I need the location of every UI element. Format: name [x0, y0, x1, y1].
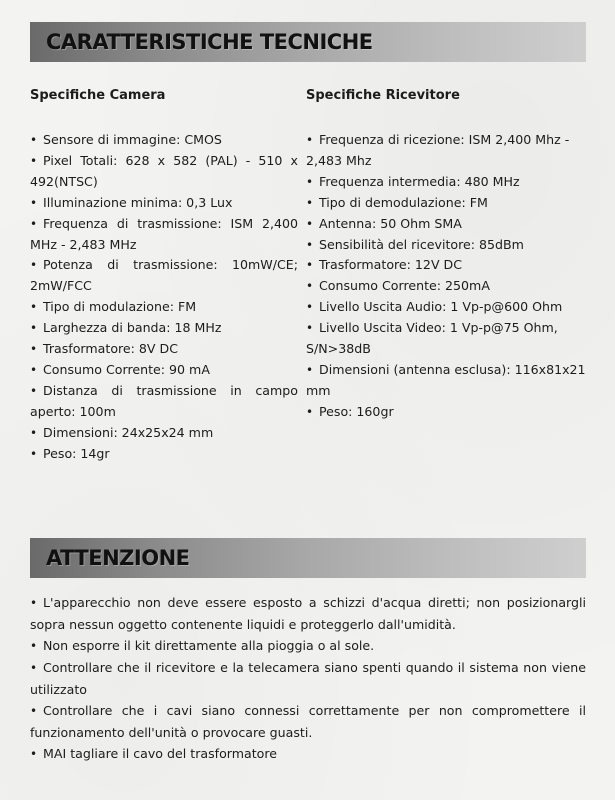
section-banner-warning: [30, 538, 586, 578]
bullet-icon: •: [30, 446, 38, 461]
bullet-icon: •: [30, 133, 38, 147]
list-item: • MAI tagliare il cavo del trasformatore: [30, 743, 586, 765]
bullet-icon: •: [30, 153, 38, 168]
warning-list-container: [30, 592, 586, 765]
list-item: • Non esporre il kit direttamente alla pioggia o al sole.: [30, 635, 586, 657]
list-item: • Antenna: 50 Ohm SMA: [306, 214, 586, 235]
bullet-icon: •: [306, 133, 314, 147]
list-item: • Frequenza intermedia: 480 MHz: [306, 172, 586, 193]
list-item: • Trasformatore: 12V DC: [306, 255, 586, 276]
bullet-icon: •: [306, 216, 314, 231]
bullet-icon: •: [30, 216, 38, 231]
list-item: • Dimensioni (antenna esclusa): 116x81x21 mm: [306, 361, 586, 398]
list-item: • Sensore di immagine: CMOS: [30, 130, 298, 151]
list-item: • Potenza di trasmissione: 10mW/CE; 2mW/FCC: [30, 257, 298, 294]
warning-list: [30, 592, 586, 765]
bullet-icon: •: [306, 362, 314, 377]
list-item: • Distanza di trasmissione in campo aperto: 100m: [30, 382, 298, 419]
bullet-icon: •: [306, 237, 314, 252]
list-item: • Sensibilità del ricevitore: 85dBm: [306, 235, 586, 256]
list-item: • Controllare che i cavi siano connessi correttamente per non compromettere il funzionamento dell'unità o provocare guasti.: [30, 703, 586, 740]
bullet-icon: •: [306, 321, 314, 336]
camera-specs-column: [30, 88, 298, 465]
receiver-specs-title: Specifiche Ricevitore: [306, 88, 460, 103]
list-item: • Controllare che il ricevitore e la telecamera siano spenti quando il sistema non viene utilizzato: [30, 660, 586, 697]
bullet-icon: •: [30, 362, 38, 377]
bullet-icon: •: [30, 639, 38, 653]
bullet-icon: •: [30, 661, 38, 675]
bullet-icon: •: [306, 404, 314, 419]
camera-specs-list: [30, 130, 298, 465]
list-item: • L'apparecchio non deve essere esposto a schizzi d'acqua diretti; non posizionargli sopra nessun oggetto contenente liquidi e proteggerlo dall'umidità.: [30, 595, 586, 632]
list-item: • Peso: 14gr: [30, 444, 298, 465]
bullet-icon: •: [306, 300, 314, 315]
list-item: • Frequenza di trasmissione: ISM 2,400 MHz - 2,483 MHz: [30, 215, 298, 252]
list-item: • Illuminazione minima: 0,3 Lux: [30, 193, 298, 214]
section-title-warning: ATTENZIONE: [46, 546, 190, 570]
bullet-icon: •: [30, 747, 38, 761]
camera-specs-title: Specifiche Camera: [30, 88, 166, 103]
bullet-icon: •: [30, 342, 38, 357]
bullet-icon: •: [30, 321, 38, 336]
bullet-icon: •: [306, 174, 314, 189]
bullet-icon: •: [30, 425, 38, 440]
bullet-icon: •: [30, 258, 38, 273]
section-title-technical: CARATTERISTICHE TECNICHE: [46, 30, 373, 54]
bullet-icon: •: [30, 195, 38, 210]
list-item: • Livello Uscita Audio: 1 Vp-p@600 Ohm: [306, 297, 586, 318]
bullet-icon: •: [30, 596, 38, 610]
receiver-specs-list: [306, 130, 586, 423]
bullet-icon: •: [30, 383, 38, 398]
bullet-icon: •: [306, 195, 314, 210]
bullet-icon: •: [306, 258, 314, 273]
list-item: • Consumo Corrente: 90 mA: [30, 360, 298, 381]
section-banner-technical: [30, 22, 586, 62]
list-item: • Livello Uscita Video: 1 Vp-p@75 Ohm, S/N>38dB: [306, 320, 558, 357]
list-item: • Frequenza di ricezione: ISM 2,400 Mhz - 2,483 Mhz: [306, 132, 570, 168]
list-item: • Trasformatore: 8V DC: [30, 339, 298, 360]
bullet-icon: •: [30, 704, 38, 718]
list-item: • Tipo di demodulazione: FM: [306, 193, 586, 214]
receiver-specs-column: [306, 88, 586, 423]
bullet-icon: •: [30, 300, 38, 315]
list-item: • Consumo Corrente: 250mA: [306, 276, 586, 297]
list-item: • Tipo di modulazione: FM: [30, 297, 298, 318]
list-item: • Dimensioni: 24x25x24 mm: [30, 423, 298, 444]
list-item: • Pixel Totali: 628 x 582 (PAL) - 510 x 492(NTSC): [30, 152, 298, 189]
list-item: • Larghezza di banda: 18 MHz: [30, 318, 298, 339]
list-item: • Peso: 160gr: [306, 402, 586, 423]
bullet-icon: •: [306, 279, 314, 294]
